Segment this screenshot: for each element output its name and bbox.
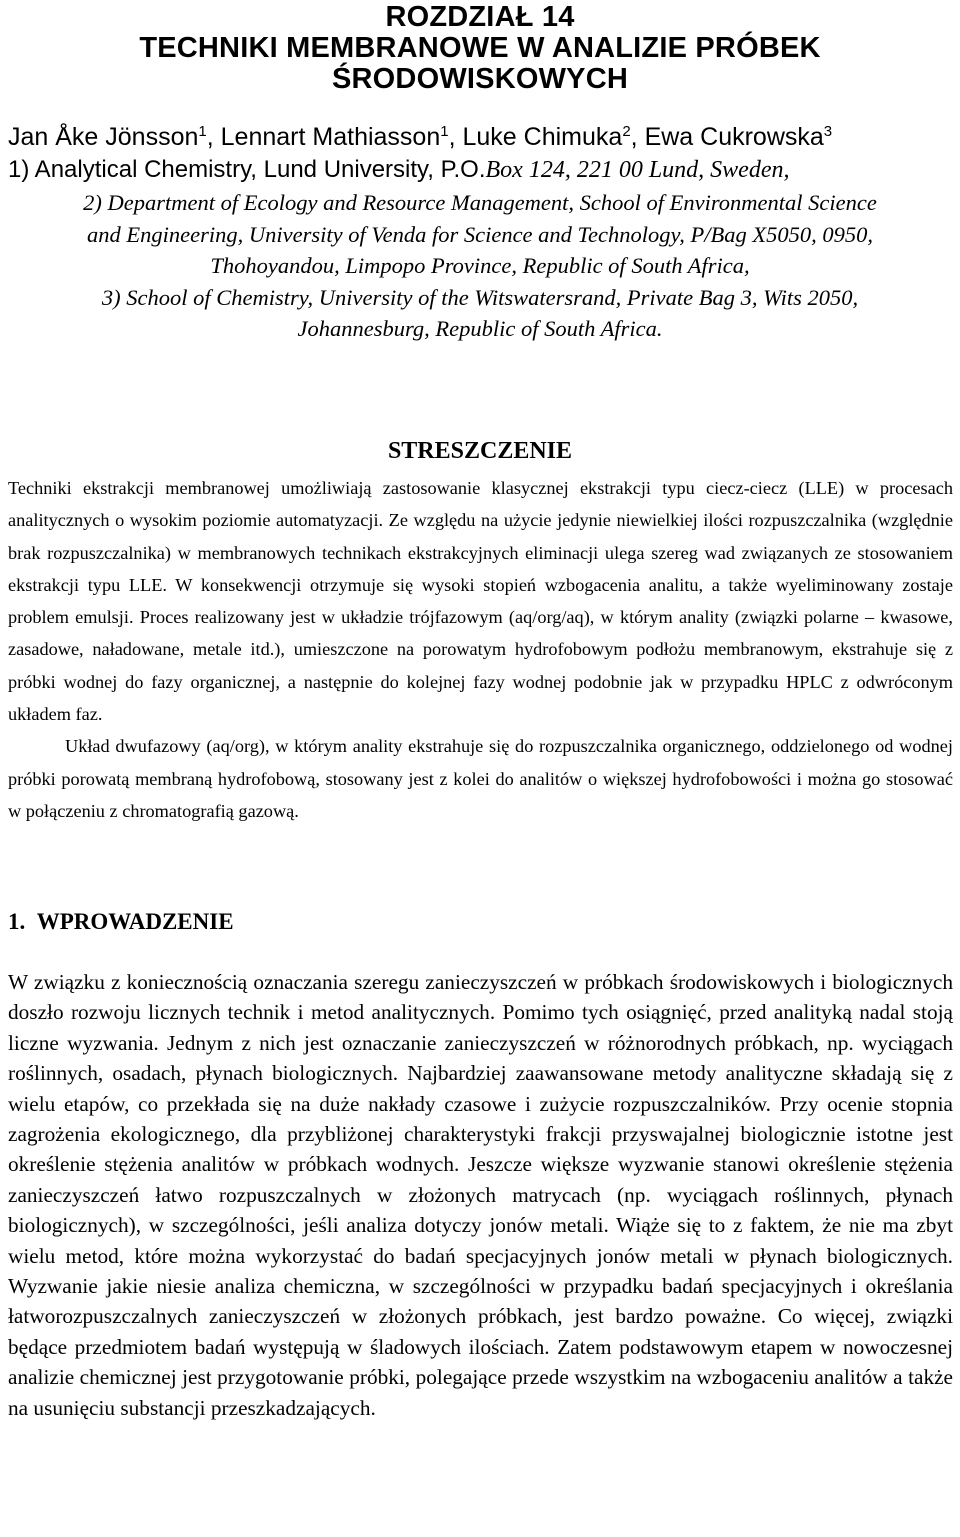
- author-affiliation-mark: 2: [622, 123, 631, 140]
- affiliation-line: 2) Department of Ecology and Resource Management, School of Environmental Science: [83, 190, 877, 215]
- abstract-heading: STRESZCZENIE: [387, 438, 573, 464]
- affiliation-line: 3) School of Chemistry, University of the Witswatersrand, Private Bag 3, Wits 2050,: [101, 284, 859, 310]
- abstract-paragraph: Układ dwufazowy (aq/org), w którym anality ekstrahuje się do rozpuszczalnika organicznego, oddzielonego od wodnej próbki porowatą membraną hydrofobową, stosowany jest z kolei do analitów o większej hydrofobowości i można go stosować w połączeniu z chromatografią gazową.: [8, 736, 953, 821]
- chapter-title-line-1: TECHNIKI MEMBRANOWE W ANALIZIE PRÓBEK: [139, 32, 821, 64]
- intro-paragraph: W związku z koniecznością oznaczania szeregu zanieczyszczeń w próbkach środowiskowych i biologicznych doszło rozwoju licznych technik i metod analitycznych. Pomimo tych osiągnięć, przed analityką nadal stoją liczne wyzwania. Jednym z nich jest oznaczanie zanieczyszczeń w różnorodnych próbkach, np. wyciągach roślinnych, osadach, płynach biologicznych. Najbardziej zaawansowane metody analityczne składają się z wielu etapów, co przekłada się na duże nakłady czasowe i zużycie rozpuszczalników. Przy ocenie stopnia zagrożenia ekologicznego, dla przybliżonej charakterystyki frakcji przyswajalnej biologicznie istotne jest określenie stężenia analitów w próbkach wodnych. Jeszcze większe wyzwanie stanowi określenie stężenia zanieczyszczeń łatwo rozpuszczalnych w złożonych matrycach (np. wyciągach roślinnych, płynach biologicznych), w szczególności, jeśli analiza dotyczy jonów metali. Wiąże się to z faktem, że nie ma zbyt wielu metod, które można wykorzystać do badań specjacyjnych jonów metali w płynach biologicznych. Wyzwanie jakie niesie analiza chemiczna, w szczególności w przypadku badań specjacyjnych i określania łatworozpuszczalnych zanieczyszczeń w złożonych próbkach, jest bardzo poważne. Co więcej, związki będące przedmiotem badań występują w śladowych ilościach. Zatem podstawowym etapem w nowoczesnej analizie chemicznej jest przygotowanie próbki, polegające przede wszystkim na wzbogaceniu analitów a także na usunięciu substancji przeszkadzających.: [8, 970, 953, 1420]
- affiliations-block: [0, 187, 960, 345]
- chapter-number: ROZDZIAŁ 14: [385, 1, 575, 33]
- introduction-body: [8, 967, 953, 1423]
- affiliation-line: and Engineering, University of Venda for Science and Technology, P/Bag X5050, 0950,: [87, 221, 873, 247]
- author-affiliation-mark: 3: [823, 123, 833, 140]
- author-list: Jan Åke Jönsson$^1$, Lennart Mathiasson$^1$, Luke Chimuka$^2$, Ewa Cukrowska$^3$: [8, 123, 833, 151]
- author-affiliation-mark: 1: [440, 123, 449, 140]
- author-name: Lennart Mathiasson: [220, 123, 441, 151]
- chapter-title: [0, 2, 960, 95]
- abstract-paragraph: Techniki ekstrakcji membranowej umożliwiają zastosowanie klasycznej ekstrakcji typu ciecz-ciecz (LLE) w procesach analitycznych o wysokim poziomie automatyzacji. Ze względu na użycie jedynie niewielkiej ilości rozpuszczalnika (względnie brak rozpuszczalnika) w membranowych technikach ekstrakcyjnych eliminacji ulega szereg wad związanych ze stosowaniem ekstrakcji typu LLE. W konsekwencji otrzymuje się wysoki stopień wzbogacenia analitu, a także wyeliminowany zostaje problem emulsji. Proces realizowany jest w układzie trójfazowym (aq/org/aq), w którym anality (związki polarne – kwasowe, zasadowe, naładowane, metale itd.), umieszczone na porowatym hydrofobowym podłożu membranowym, ekstrahuje się z próbki wodnej do fazy organicznej, a następnie do kolejnej fazy wodnej podobnie jak w przypadku HPLC z odwróconym układem faz.: [8, 478, 953, 725]
- author-affiliation-mark: 1: [198, 123, 207, 140]
- affiliation-1: [8, 155, 953, 185]
- affiliation-1-start: 1) Analytical Chemistry, Lund University, P.O.: [8, 156, 486, 183]
- chapter-title-line-2: ŚRODOWISKOWYCH: [331, 63, 628, 95]
- section-title: WPROWADZENIE: [36, 909, 234, 934]
- abstract-body: [8, 472, 953, 827]
- affiliation-line: Thohoyandou, Limpopo Province, Republic of South Africa,: [210, 253, 750, 278]
- section-number: 1.: [8, 909, 26, 934]
- section-heading: [8, 907, 608, 937]
- affiliation-1-end: Box 124, 221 00 Lund, Sweden,: [485, 157, 790, 183]
- author-name: Luke Chimuka: [462, 123, 623, 151]
- affiliation-line: Johannesburg, Republic of South Africa.: [297, 316, 663, 341]
- author-name: Jan Åke Jönsson: [8, 123, 199, 151]
- author-name: Ewa Cukrowska: [644, 123, 824, 151]
